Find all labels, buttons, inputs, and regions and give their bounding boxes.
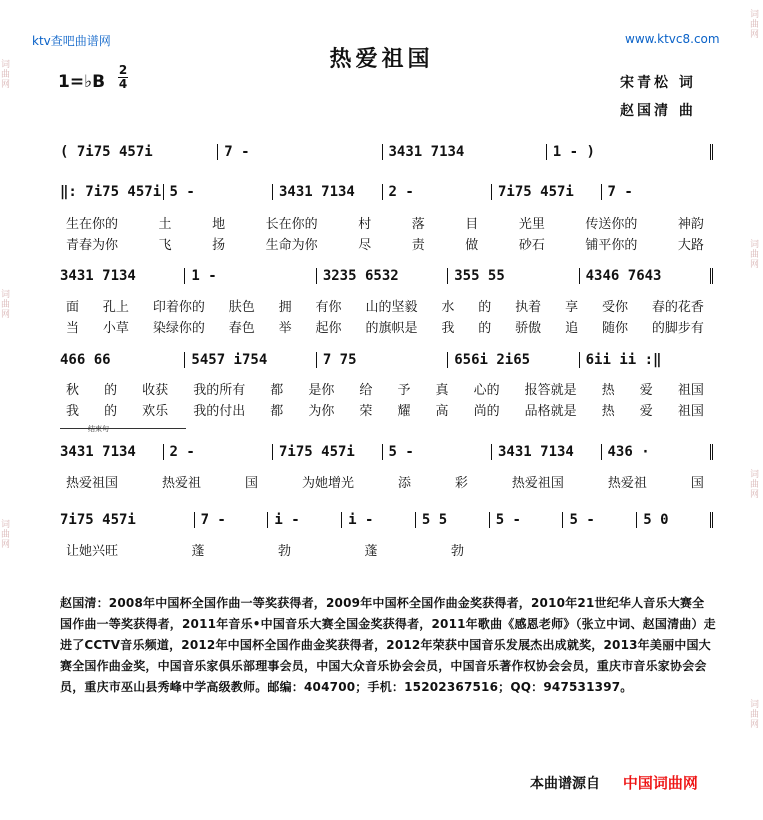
- lyric: 砂石: [518, 238, 545, 253]
- lyric: 热爱祖国: [66, 476, 119, 491]
- lyric: 我的付出: [193, 404, 246, 419]
- measure: 5 5: [415, 512, 489, 528]
- lyricist-credit: 宋青松 词: [620, 75, 696, 91]
- lyric: 热: [601, 404, 615, 419]
- lyric: 肤色: [228, 300, 255, 315]
- lyric: 收获: [142, 383, 169, 398]
- lyric: 让她兴旺: [66, 544, 119, 559]
- score-line-2: [58, 184, 710, 200]
- lyric: 爱: [639, 383, 653, 398]
- lyrics-line-4-verse-1: [66, 379, 706, 398]
- lyric: 举: [278, 321, 292, 336]
- lyric: 欢乐: [142, 404, 169, 419]
- measure: 1 -: [184, 268, 315, 284]
- lyric: 责: [411, 238, 425, 253]
- composer-credit: 赵国清 曲: [620, 103, 696, 119]
- lyric: 印着你的: [152, 300, 205, 315]
- lyric: 享: [565, 300, 579, 315]
- measure: 7i75 457i: [60, 512, 136, 528]
- lyric: 染绿你的: [152, 321, 205, 336]
- lyric: 给: [359, 383, 373, 398]
- measure: 7 -: [601, 184, 711, 200]
- score-line-4: [58, 352, 710, 368]
- measure: 656i 2i65: [447, 352, 578, 368]
- ending-label: 结束句: [88, 425, 109, 433]
- lyric: 的: [478, 300, 492, 315]
- lyrics-line-4-verse-2: [66, 400, 706, 419]
- source-credit: [530, 772, 698, 793]
- lyric: 落: [411, 217, 425, 232]
- lyric: 土: [158, 217, 172, 232]
- lyric: 我的所有: [193, 383, 246, 398]
- lyric: 扬: [212, 238, 226, 253]
- watermark-glyph: 词曲网: [1, 520, 11, 550]
- measure: 466 66: [60, 352, 111, 368]
- lyric: 地: [212, 217, 226, 232]
- lyric: 生在你的: [66, 217, 119, 232]
- source-site-link[interactable]: 中国词曲网: [622, 774, 698, 792]
- lyric: 国: [690, 476, 704, 491]
- lyric: 飞: [158, 238, 172, 253]
- measure: 1 - ): [546, 144, 710, 160]
- lyric: 小草: [102, 321, 129, 336]
- lyric: 我: [66, 404, 80, 419]
- lyric: 彩: [454, 476, 468, 491]
- meter-top: 2: [118, 63, 128, 77]
- composer-biography: 赵国清：2008年中国杯全国作曲一等奖获得者，2009年中国杯全国作曲金奖获得者，2010年21世纪华人音乐大赛全国作曲一等奖获得者，2011年音乐•中国音乐大赛全国金奖获得者，2011年歌曲《感恩老师》（张立中词、赵国清曲）走进了CCTV音乐频道，2012年中国杯全国作曲金奖获得者，2012年荣获中国音乐发展杰出成就奖，2013年美丽中国大赛全国作曲金奖，中国音乐家俱乐部理事会员，中国大众音乐协会会员，中国音乐著作权协会会员，重庆市音乐家协会会员，重庆市巫山县秀峰中学高级教师。邮编：404700；手机：15202367516；QQ：947531397。: [60, 596, 716, 694]
- lyric: 当: [66, 321, 80, 336]
- lyrics-line-2-verse-1: [66, 213, 706, 232]
- measure: 5 -: [489, 512, 563, 528]
- lyrics-line-6: [66, 540, 466, 559]
- right-watermark-strip: [749, 0, 763, 820]
- measure: 3431 7134: [60, 268, 136, 284]
- lyric: 热爱祖: [161, 476, 201, 491]
- lyric: 祖国: [677, 383, 704, 398]
- lyric: 国: [244, 476, 258, 491]
- measure: ‖: 7i75 457i: [60, 184, 162, 200]
- lyric: 是你: [308, 383, 335, 398]
- score-line-3: [58, 268, 713, 284]
- lyric: 的脚步有: [651, 321, 704, 336]
- lyric: 春的花香: [651, 300, 704, 315]
- lyric: 勃: [277, 544, 291, 559]
- watermark-glyph: 词曲网: [750, 10, 760, 40]
- score-line-1: [58, 144, 713, 160]
- measure: 6ii ii :‖: [579, 352, 710, 368]
- measure: 7 -: [217, 144, 381, 160]
- lyric: 水: [441, 300, 455, 315]
- watermark-glyph: 词曲网: [750, 240, 760, 270]
- watermark-site-left: ktv查吧曲谱网: [32, 34, 111, 48]
- lyric: 蓬: [191, 544, 205, 559]
- lyric: 传送你的: [585, 217, 638, 232]
- lyric: 目: [465, 217, 479, 232]
- measure: 3431 7134: [272, 184, 382, 200]
- lyric: 追: [565, 321, 579, 336]
- lyric: 春色: [228, 321, 255, 336]
- watermark-site-right: www.ktvc8.com: [625, 32, 720, 46]
- watermark-glyph: 词曲网: [1, 290, 11, 320]
- measure: 4346 7643: [579, 268, 710, 284]
- lyric: 蓬: [364, 544, 378, 559]
- lyric: 予: [397, 383, 411, 398]
- lyric: 骄傲: [515, 321, 542, 336]
- lyrics-line-3-verse-2: [66, 317, 706, 336]
- lyric: 长在你的: [265, 217, 318, 232]
- measure: i -: [341, 512, 415, 528]
- lyric: 村: [358, 217, 372, 232]
- time-signature: [118, 64, 128, 91]
- measure: ( 7i75 457i: [60, 144, 153, 160]
- lyric: 大路: [677, 238, 704, 253]
- measure: 3431 7134: [491, 444, 601, 460]
- measure: 3431 7134: [382, 144, 546, 160]
- measure: 2 -: [382, 184, 492, 200]
- lyric: 的: [104, 404, 118, 419]
- lyric: 都: [270, 383, 284, 398]
- lyric: 受你: [601, 300, 628, 315]
- lyric: 我: [441, 321, 455, 336]
- lyric: 爱: [639, 404, 653, 419]
- lyric: 执着: [515, 300, 542, 315]
- lyric: 为你: [308, 404, 335, 419]
- lyric: 热爱祖国: [511, 476, 564, 491]
- lyric: 山的坚毅: [365, 300, 418, 315]
- lyric: 秋: [66, 383, 80, 398]
- lyric: 品格就是: [524, 404, 577, 419]
- lyric: 添: [397, 476, 411, 491]
- score-line-6: [58, 512, 713, 528]
- ending-bracket-line: [60, 428, 186, 429]
- lyric: 祖国: [677, 404, 704, 419]
- song-title: 热爱祖国: [329, 46, 434, 72]
- lyric: 报答就是: [524, 383, 577, 398]
- lyric: 有你: [315, 300, 342, 315]
- lyrics-line-5: [66, 472, 706, 491]
- lyric: 做: [465, 238, 479, 253]
- source-label: 本曲谱源自: [530, 776, 600, 792]
- lyric: 都: [270, 404, 284, 419]
- watermark-glyph: 词曲网: [750, 470, 760, 500]
- measure: 5457 i754: [184, 352, 315, 368]
- lyric: 青春为你: [66, 238, 119, 253]
- measure: 7 75: [316, 352, 447, 368]
- lyric: 随你: [601, 321, 628, 336]
- lyric: 热: [601, 383, 615, 398]
- lyric: 的: [104, 383, 118, 398]
- measure: i -: [267, 512, 341, 528]
- lyric: 光里: [518, 217, 545, 232]
- lyric: 起你: [315, 321, 342, 336]
- measure: 355 55: [447, 268, 578, 284]
- measure: 7 -: [194, 512, 268, 528]
- measure: 2 -: [163, 444, 273, 460]
- lyric: 神韵: [677, 217, 704, 232]
- lyric: 热爱祖: [607, 476, 647, 491]
- measure: 7i75 457i: [272, 444, 382, 460]
- lyric: 高: [435, 404, 449, 419]
- lyric: 尽: [358, 238, 372, 253]
- measure: 5 0: [636, 512, 710, 528]
- lyric: 尚的: [473, 404, 500, 419]
- measure: 3235 6532: [316, 268, 447, 284]
- lyric: 为她增光: [301, 476, 354, 491]
- meter-bottom: 4: [118, 77, 128, 91]
- key-signature: 1=♭B: [58, 72, 106, 92]
- lyric: 荣: [359, 404, 373, 419]
- lyrics-line-3-verse-1: [66, 296, 706, 315]
- watermark-glyph: 词曲网: [750, 700, 760, 730]
- left-watermark-strip: [0, 0, 14, 820]
- lyric: 真: [435, 383, 449, 398]
- lyric: 生命为你: [265, 238, 318, 253]
- measure: 5 -: [562, 512, 636, 528]
- score-line-5: [58, 444, 713, 460]
- measure: 436 ·: [601, 444, 711, 460]
- measure: 3431 7134: [60, 444, 136, 460]
- lyric: 耀: [397, 404, 411, 419]
- lyric: 的旗帜是: [365, 321, 418, 336]
- measure: 5 -: [382, 444, 492, 460]
- lyric: 面: [66, 300, 80, 315]
- lyric: 的: [478, 321, 492, 336]
- lyric: 拥: [278, 300, 292, 315]
- lyric: 孔上: [102, 300, 129, 315]
- measure: 5 -: [163, 184, 273, 200]
- measure: 7i75 457i: [491, 184, 601, 200]
- lyrics-line-2-verse-2: [66, 234, 706, 253]
- watermark-glyph: 词曲网: [1, 60, 11, 90]
- lyric: 勃: [450, 544, 464, 559]
- lyric: 铺平你的: [585, 238, 638, 253]
- lyric: 心的: [473, 383, 500, 398]
